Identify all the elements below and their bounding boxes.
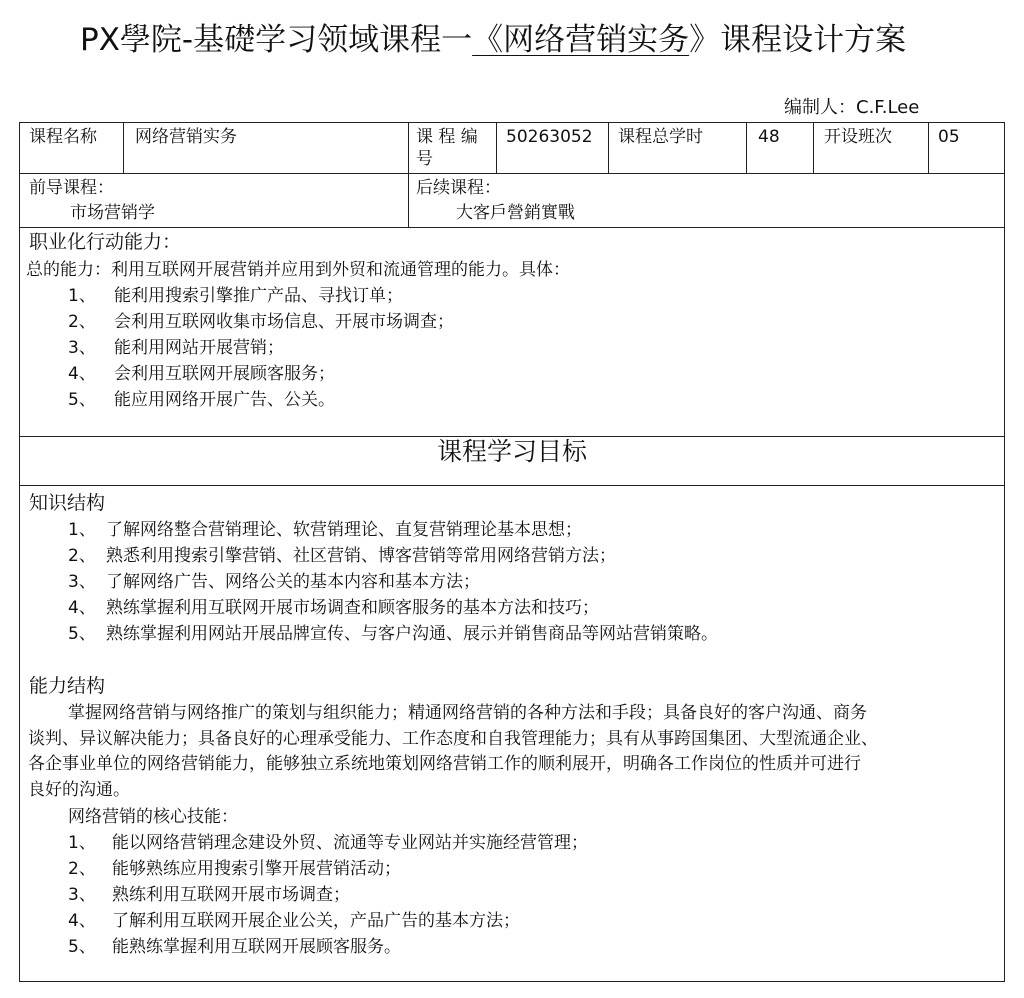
list-item: 3、 能利用网站开展营销； — [68, 338, 284, 358]
course-code-value: 50263052 — [506, 127, 593, 147]
followup-label: 后续课程： — [416, 178, 501, 198]
cell-divider — [928, 123, 929, 173]
followup-value: 大客戶營銷實戰 — [456, 203, 575, 223]
title-prefix: PX學院-基礎学习领域课程一 — [80, 22, 473, 58]
ability-heading: 能力结构 — [29, 675, 106, 697]
competency-heading: 职业化行动能力： — [29, 231, 182, 253]
list-item: 5、 熟练掌握利用网站开展品牌宣传、与客户沟通、展示并销售商品等网站营销策略。 — [68, 624, 718, 644]
prerequisite-label: 前导课程： — [29, 178, 114, 198]
class-label: 开设班次 — [824, 127, 892, 147]
knowledge-list — [68, 517, 718, 647]
list-item: 2、 会利用互联网收集市场信息、开展市场调查； — [68, 312, 454, 332]
list-item: 3、 了解网络广告、网络公关的基本内容和基本方法； — [68, 572, 480, 592]
course-name-value: 网络营销实务 — [135, 127, 237, 147]
prerequisite-value: 市场营销学 — [70, 203, 155, 223]
cell-divider — [408, 123, 409, 227]
list-item: 2、 熟悉利用搜索引擎营销、社区营销、博客营销等常用网络营销方法； — [68, 546, 616, 566]
cell-divider — [123, 123, 124, 173]
knowledge-heading: 知识结构 — [29, 492, 106, 514]
cell-divider — [746, 123, 747, 173]
document-title — [80, 18, 980, 62]
total-hours-value: 48 — [758, 127, 780, 147]
competency-overall: 总的能力：利用互联网开展营销并应用到外贸和流通管理的能力。具体： — [26, 260, 570, 280]
list-item: 1、 了解网络整合营销理论、软营销理论、直复营销理论基本思想； — [68, 520, 582, 540]
objectives-heading: 课程学习目标 — [436, 437, 587, 466]
course-design-table — [19, 122, 1005, 982]
row-divider — [20, 173, 1004, 174]
competency-list — [68, 283, 454, 413]
list-item: 4、 会利用互联网开展顾客服务； — [68, 364, 335, 384]
core-skills-heading: 网络营销的核心技能： — [68, 807, 238, 827]
cell-divider — [813, 123, 814, 173]
list-item: 1、 能以网络营销理念建设外贸、流通等专业网站并实施经营管理； — [68, 833, 588, 853]
list-item: 4、 熟练掌握利用互联网开展市场调查和顾客服务的基本方法和技巧； — [68, 598, 599, 618]
core-skills-list — [68, 830, 588, 960]
cell-divider — [496, 123, 497, 173]
title-suffix: 》课程设计方案 — [689, 22, 907, 58]
cell-divider — [608, 123, 609, 173]
list-item: 3、 熟练利用互联网开展市场调查； — [68, 885, 350, 905]
total-hours-label: 课程总学时 — [618, 127, 703, 147]
course-code-label-line1: 课 程 编 — [416, 127, 478, 147]
class-value: 05 — [938, 127, 960, 147]
list-item: 5、 能应用网络开展广告、公关。 — [68, 390, 335, 410]
course-name-label: 课程名称 — [29, 127, 97, 147]
author-label: 编制人：C.F.Lee — [784, 97, 920, 118]
row-divider — [20, 227, 1004, 228]
list-item: 5、 能熟练掌握利用互联网开展顾客服务。 — [68, 937, 401, 957]
course-code-label-line2: 号 — [416, 149, 433, 169]
list-item: 4、 了解利用互联网开展企业公关，产品广告的基本方法； — [68, 911, 520, 931]
list-item: 2、 能够熟练应用搜索引擎开展营销活动； — [68, 859, 401, 879]
ability-paragraph: 掌握网络营销与网络推广的策划与组织能力；精通网络营销的各种方法和手段；具备良好的客户沟通、商务 谈判、异议解决能力；具备良好的心理承受能力、工作态度和自我管理能力；具有从事跨国集团、大型流通企业、 各企事业单位的网络营销能力，能够独立系统地策划网络营销工作的顺利展开，明确各工作岗位的性质并可进行 良好的沟通。 — [28, 703, 878, 800]
list-item: 1、 能利用搜索引擎推广产品、寻找订单； — [68, 286, 403, 306]
title-underlined: 《网络营销实务 — [472, 22, 690, 58]
row-divider — [20, 485, 1004, 486]
